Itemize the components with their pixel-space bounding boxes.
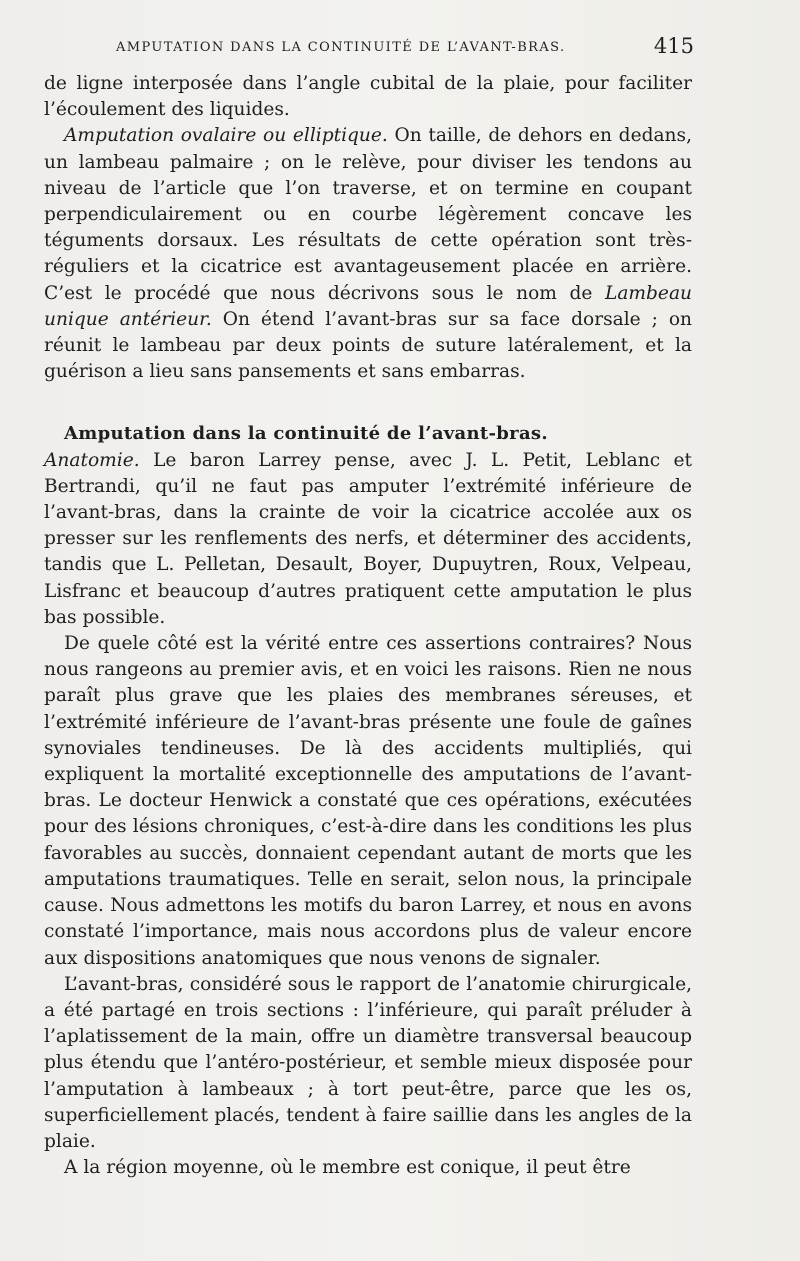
paragraph-3-lead: Anatomie. [44,449,140,471]
paragraph-2 [44,123,692,385]
paragraph-2-tail: On étend l’avant-bras sur sa face dorsale ; on réunit le lambeau par deux points de suture latéralement, et la guérison a lieu sans pansements et sans embarras. [44,308,692,383]
paragraph-5: L’avant-bras, considéré sous le rapport de l’anatomie chirurgicale, a été partagé en trois sections : l’inférieure, qui paraît préluder à l’aplatissement de la main, offre un diamètre transversal beaucoup plus étendu que l’antéro-postérieur, et semble mieux disposée pour l’amputation à lambeaux ; à tort peut-être, parce que les os, superficiellement placés, tendent à faire saillie dans les angles de la plaie. [44,973,692,1152]
paragraph-3 [44,448,692,631]
paragraph-2-lead: Amputation ovalaire ou elliptique. [64,125,388,147]
paragraph-2-text: On taille, de dehors en dedans, un lambeau palmaire ; on le relève, pour diviser les tendons au niveau de l’article que l’on traverse, et on termine en coupant perpendiculairement ou en courbe légèrement concave les téguments dorsaux. Les résultats de cette opération sont très-réguliers et la cicatrice est avantageusement placée en arrière. C’est le procédé que nous décrivons sous le nom de [44,125,692,304]
paragraph-3-text: Le baron Larrey pense, avec J. L. Petit, Leblanc et Bertrandi, qu’il ne faut pas amputer l’extrémité inférieure de l’avant-bras, dans la crainte de voir la cicatrice accolée aux os presser sur les renflements des nerfs, et déterminer des accidents, tandis que L. Pelletan, Desault, Boyer, Dupuytren, Roux, Velpeau, Lisfranc et beaucoup d’autres pratiquent cette amputation le plus bas possible. [44,449,692,628]
paragraph-2-em: Lambeau unique antérieur. [44,282,692,330]
section-heading: Amputation dans la continuité de l’avant-bras. [64,423,548,445]
paragraph-6: A la région moyenne, où le membre est conique, il peut être [64,1157,631,1179]
page-header [116,34,694,62]
running-title: AMPUTATION DANS LA CONTINUITÉ DE L’AVANT-BRAS. [116,40,566,55]
paragraph-1: de ligne interposée dans l’angle cubital de la plaie, pour faciliter l’écoulement des liquides. [44,73,692,121]
body-text [44,71,692,1181]
paragraph-4: De quele côté est la vérité entre ces assertions contraires? Nous nous rangeons au premier avis, et en voici les raisons. Rien ne nous paraît plus grave que les plaies des membranes séreuses, et l’extrémité inférieure de l’avant-bras présente une foule de gaînes synoviales tendineuses. De là des accidents multipliés, qui expliquent la mortalité exceptionnelle des amputations de l’avant-bras. Le docteur Henwick a constaté que ces opérations, exécutées pour des lésions chroniques, c’est-à-dire dans les conditions les plus favorables au succès, donnaient cependant autant de morts que les amputations traumatiques. Telle en serait, selon nous, la principale cause. Nous admettons les motifs du baron Larrey, et nous en avons constaté l’importance, mais nous accordons plus de valeur encore aux dispositions anatomiques que nous venons de signaler. [44,633,692,969]
page-number: 415 [653,34,694,58]
